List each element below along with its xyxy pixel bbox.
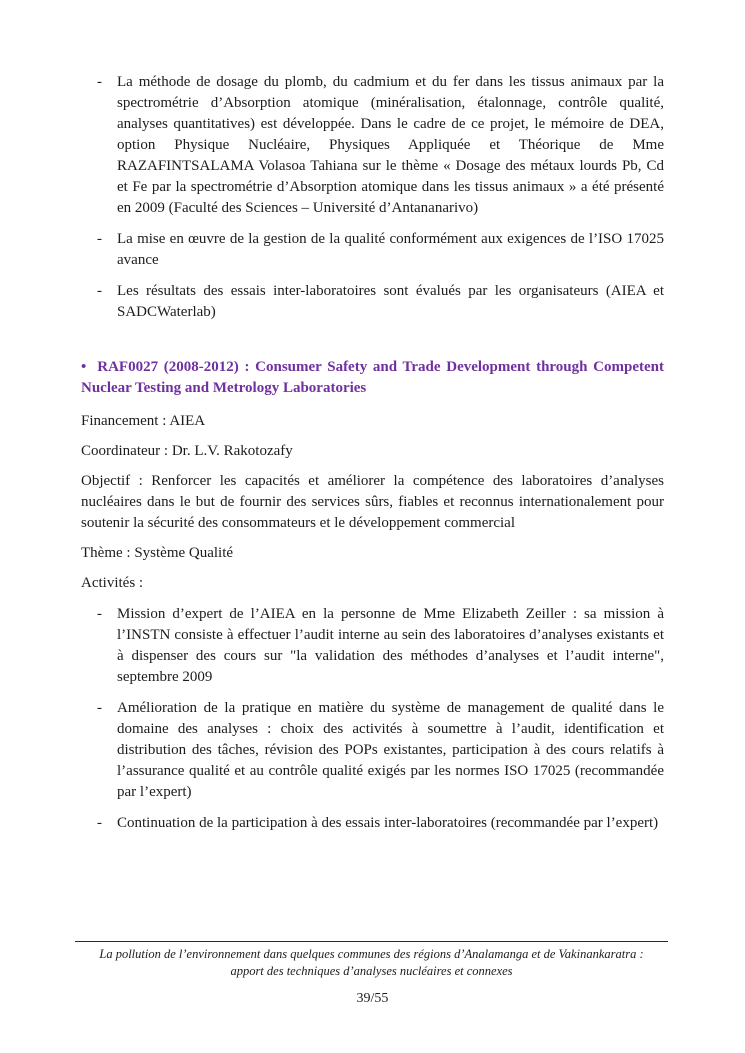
list-item [81, 229, 664, 271]
theme-line: Thème : Système Qualité [81, 545, 234, 561]
results-list [81, 72, 664, 323]
activites-label: Activités : [81, 575, 144, 591]
list-item [81, 604, 664, 688]
footer-title-line2: apport des techniques d’analyses nucléaires et connexes [230, 964, 513, 978]
dash-marker: - [97, 700, 102, 716]
list-item [81, 281, 664, 323]
dash-marker: - [97, 231, 102, 247]
list-item-text: La mise en œuvre de la gestion de la qualité conformément aux exigences de l’ISO 17025 avance [117, 231, 664, 268]
dash-marker: - [97, 74, 102, 90]
list-item-text: Amélioration de la pratique en matière du système de management de qualité dans le domaine des analyses : choix des activités à soumettre à l’audit, identification et distribution des tâches, révision des POPs existantes, participation à des cours relatifs à l’assurance qualité et au contrôle qualité exigés par les normes ISO 17025 (recommandée par l’expert) [117, 700, 664, 800]
dash-marker: - [97, 606, 102, 622]
page-content [81, 72, 664, 844]
list-item-text: Les résultats des essais inter-laboratoires sont évalués par les organisateurs (AIEA et SADCWaterlab) [117, 283, 664, 320]
objectif-paragraph: Objectif : Renforcer les capacités et améliorer la compétence des laboratoires d’analyses nucléaires dans le but de fournir des services sûrs, fiables et reconnus internationalement pour soutenir la sécurité des consommateurs et le développement commercial [81, 473, 664, 531]
list-item-text: La méthode de dosage du plomb, du cadmium et du fer dans les tissus animaux par la spectrométrie d’Absorption atomique (minéralisation, étalonnage, contrôle qualité, analyses quantitatives) est développée. Dans le cadre de ce projet, le mémoire de DEA, option Physique Nucléaire, Physiques Appliquée et Théorique de Mme RAZAFINTSALAMA Volasoa Tahiana sur le thème « Dosage des métaux lourds Pb, Cd et Fe par la spectrométrie d’Absorption atomique dans les tissus animaux » a été présenté en 2009 (Faculté des Sciences – Université d’Antananarivo) [117, 74, 664, 216]
bullet-icon: • [81, 359, 87, 375]
list-item [81, 72, 664, 219]
list-item-text: Continuation de la participation à des essais inter-laboratoires (recommandée par l’expert) [117, 815, 659, 831]
dash-marker: - [97, 815, 102, 831]
project-title-text: RAF0027 (2008-2012) : Consumer Safety and Trade Development through Competent Nuclear Testing and Metrology Laboratories [81, 359, 664, 396]
list-item [81, 698, 664, 803]
coordinateur-line: Coordinateur : Dr. L.V. Rakotozafy [81, 443, 293, 459]
list-item [81, 813, 664, 834]
page-number: 39/55 [356, 991, 389, 1006]
footer-title-line1: La pollution de l’environnement dans quelques communes des régions d’Analamanga et de Vakinankaratra : [99, 947, 644, 961]
paragraph-spacer [81, 333, 664, 357]
page-footer [75, 941, 668, 980]
activities-list [81, 604, 664, 834]
list-item-text: Mission d’expert de l’AIEA en la personne de Mme Elizabeth Zeiller : sa mission à l’INSTN consiste à effectuer l’audit interne au sein des laboratoires d’analyses existants et à dispenser des cours sur "la validation des méthodes d’analyses et l’audit interne", septembre 2009 [117, 606, 664, 685]
dash-marker: - [97, 283, 102, 299]
project-heading [81, 357, 664, 399]
financement-line: Financement : AIEA [81, 413, 206, 429]
